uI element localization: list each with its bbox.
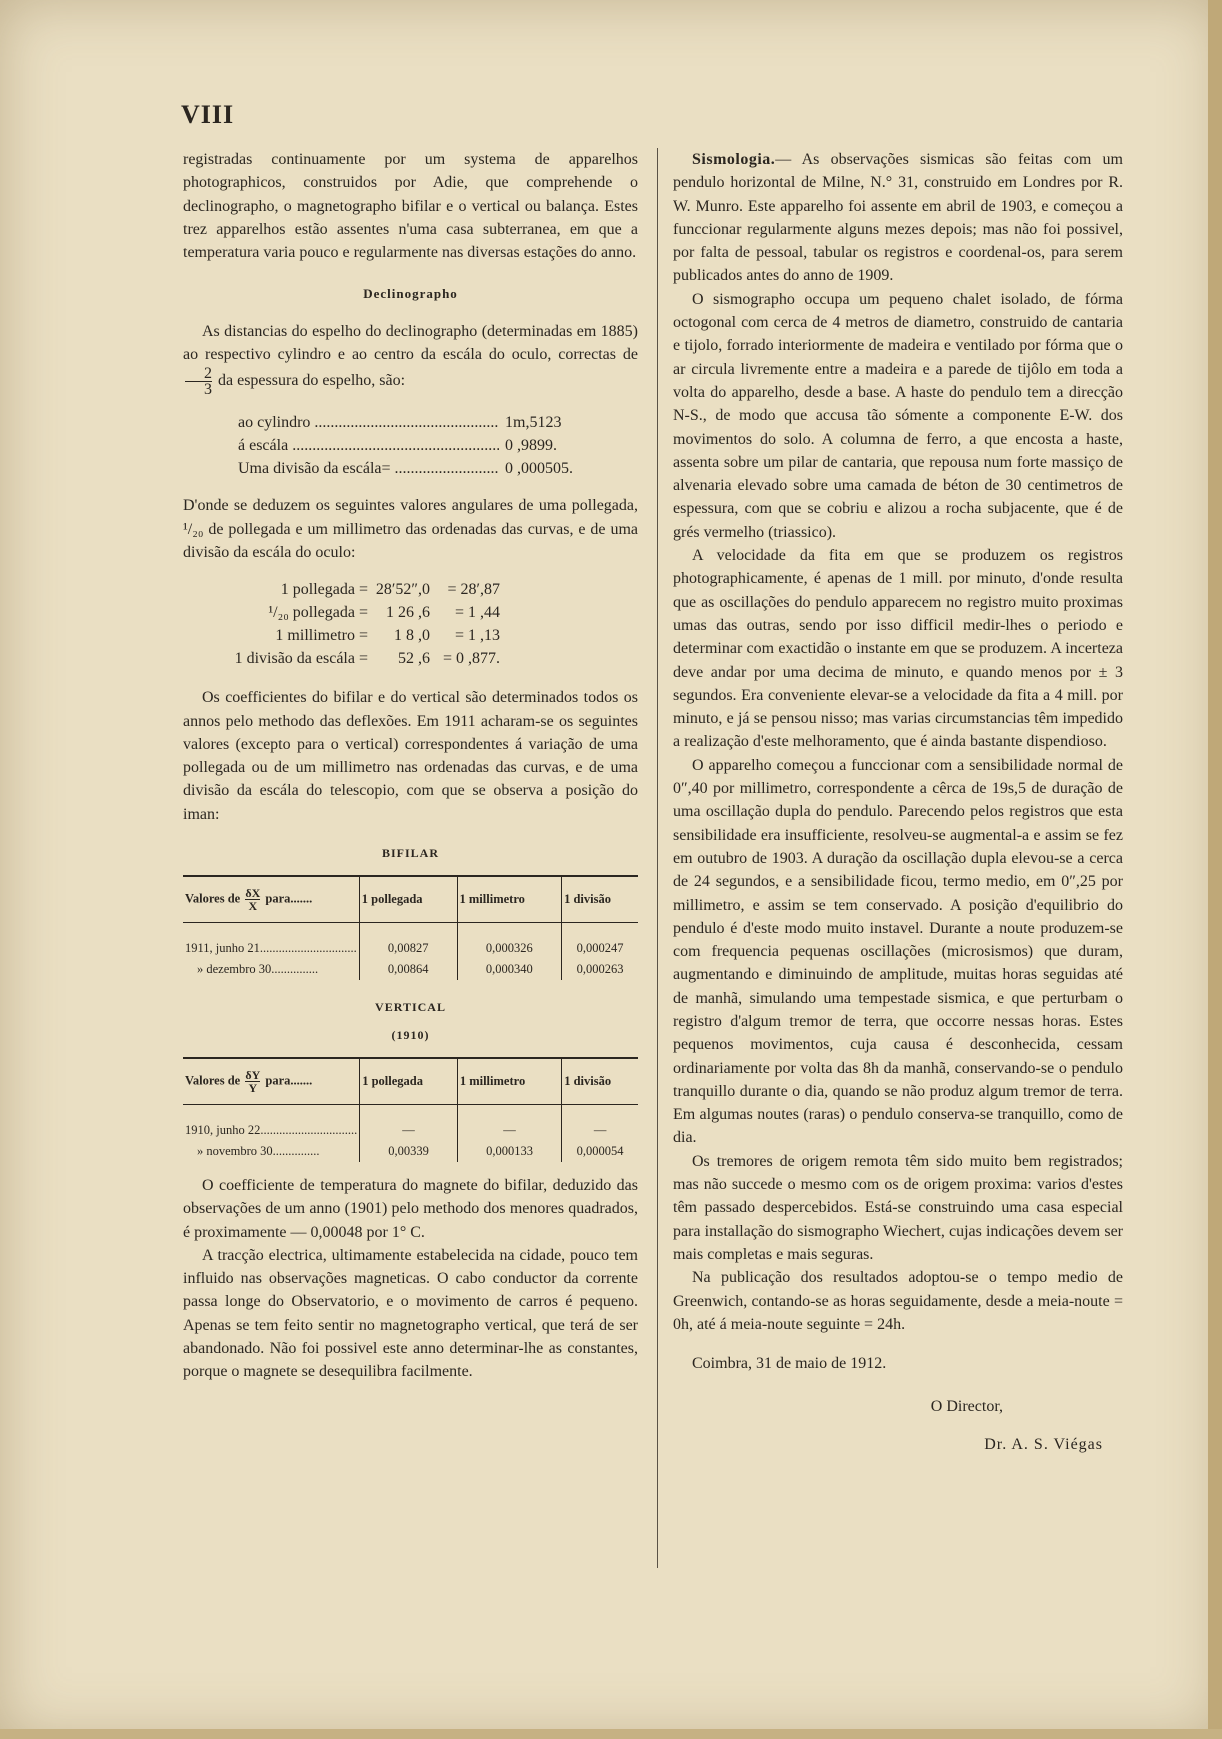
table-header-row — [183, 1058, 638, 1105]
director-title: O Director, — [930, 1398, 1003, 1416]
paragraph: O coefficiente de temperatura do magnete do bifilar, deduzido das observações de um anno (1901) pelo methodo dos menores quadrados, é proximamente — 0,00048 por 1° C. — [183, 1176, 638, 1241]
paragraph: Os tremores de origem remota têm sido muito bem registrados; mas não succede o mesmo com os de origem proxima: varios d'estes têm passado despercebidos. Está-se construindo uma casa especial para installação do sismographo Wiechert, cujas indicações devem ser mais completas e mais seguras. — [673, 1152, 1123, 1263]
fraction — [245, 1069, 260, 1094]
page-edge-bottom — [0, 1729, 1222, 1739]
table-cell: — — [360, 1104, 458, 1141]
equivalent-value-a: 1 26 ,6 — [386, 604, 430, 622]
equivalent-value-b: = 1 ,13 — [454, 627, 500, 645]
paragraph — [673, 148, 1123, 288]
distance-value: 0 ,000505. — [505, 460, 573, 478]
fraction — [245, 887, 260, 912]
fraction — [185, 366, 212, 397]
fraction-numerator: δY — [245, 1067, 261, 1082]
distance-row — [238, 411, 583, 434]
right-column — [673, 148, 1123, 1456]
table-cell: 0,00339 — [360, 1141, 458, 1162]
table-title-vertical: VERTICAL — [375, 1000, 446, 1015]
vertical-table — [183, 1057, 638, 1162]
table-subtitle-year: (1910) — [391, 1027, 430, 1042]
column-header: 1 pollegada — [359, 876, 457, 923]
signature-name: Dr. A. S. Viégas — [984, 1435, 1103, 1453]
table-cell: 0,000133 — [457, 1141, 561, 1162]
distance-value: 1m,5123 — [505, 414, 562, 432]
bifilar-table — [183, 875, 638, 980]
left-column — [183, 148, 638, 1384]
column-header: 1 pollegada — [360, 1058, 458, 1105]
table-cell: 0,000054 — [562, 1141, 638, 1162]
page-edge-right — [1208, 0, 1222, 1739]
equivalent-value-a: 28′52″,0 — [375, 581, 430, 599]
paragraph: D'onde se deduzem os seguintes valores angulares de uma pollegada, ¹/₂₀ de pollegada e um millimetro das ordenadas das curvas, e de uma divisão da escála do oculo: — [183, 497, 638, 561]
column-header: 1 millimetro — [457, 876, 562, 923]
row-label: » novembro 30............... — [197, 1143, 320, 1158]
paragraph: Na publicação dos resultados adoptou-se o tempo medio de Greenwich, contando-se as horas seguidamente, desde a meia-noute = 0h, até á meia-noute seguinte = 24h. — [673, 1269, 1123, 1333]
equivalent-value-b: = 0 ,877. — [442, 650, 500, 668]
distance-value: 0 ,9899. — [505, 437, 557, 455]
paragraph: Os coefficientes do bifilar e do vertical são determinados todos os annos pelo methodo das deflexões. Em 1911 acharam-se os seguintes valores (excepto para o vertical) correspondentes á variação de uma pollegada ou de um millimetro nas ordenadas das curvas, e de uma divisão da escála do telescopio, com que se observa a posição do iman: — [183, 689, 638, 823]
section-heading-declinographo: Declinographo — [363, 286, 458, 302]
table-cell: — — [562, 1104, 638, 1141]
signature-block — [673, 1352, 1123, 1456]
table-header-label — [183, 876, 359, 923]
fraction-denominator: Y — [248, 1080, 258, 1095]
row-label: 1911, junho 21............................... — [185, 941, 357, 956]
header-label-text: Valores de — [185, 1073, 241, 1088]
table-cell: 0,00827 — [359, 923, 457, 960]
distance-label: á escála ..... — [238, 434, 499, 457]
fraction-denominator: X — [248, 899, 258, 914]
equivalent-label: ¹/₂₀ pollegada = — [268, 604, 368, 622]
equivalent-label: 1 pollegada = — [280, 581, 368, 599]
paragraph-text: — As observações sismicas são feitas com um pendulo horizontal de Milne, N.° 31, construido em Londres por R. W. Munro. Este apparelho foi assente em abril de 1903, e começou a funccionar regularmente alguns mezes depois; mas não foi possivel, por falta de pessoal, tabular os registros e coordenal-os, para serem publicados antes do anno de 1909. — [673, 151, 1123, 285]
table-row — [183, 1104, 638, 1141]
column-divider — [657, 148, 658, 1568]
equivalent-value-a: 52 ,6 — [398, 650, 430, 668]
paragraph: A tracção electrica, ultimamente estabelecida na cidade, pouco tem influido nas observações magneticas. O cabo conductor da corrente passa longe do Observatorio, e o movimento de carros é pequeno. Apenas se tem feito sentir no magnetographo vertical, que terá de ser abandonado. Não foi possivel este anno determinar-lhe as constantes, porque o magnete se desequilibra facilmente. — [183, 1246, 638, 1381]
column-header: 1 divisão — [562, 1058, 638, 1105]
paragraph — [183, 320, 638, 398]
equivalent-value-b: = 1 ,44 — [454, 604, 500, 622]
table-row — [183, 959, 638, 980]
paragraph-text: As distancias do espelho do declinographo (determinadas em 1885) ao respectivo cylindro e ao centro da escála do oculo, correctas de — [183, 322, 638, 364]
equivalent-value-a: 1 8 ,0 — [394, 627, 430, 645]
header-label-text: Valores de — [185, 891, 241, 906]
place-date: Coimbra, 31 de maio de 1912. — [692, 1355, 887, 1373]
paragraph: O apparelho começou a funccionar com a sensibilidade normal de 0″,40 por millimetro, correspondente a cêrca de 19s,5 de duração de uma oscillação dupla do pendulo. Parecendo pelos registros que esta sensibilidade era insufficiente, resolveu-se augmental-a e assim se fez em outubro de 1903. A duração da oscillação dupla elevou-se a cerca de 24 segundos, e a sensibilidade ficou, termo medio, em 0″,25 por millimetro, e assim se tem conservado. A posição d'equilibrio do pendulo é d'este modo muito instavel. Durante a noute produzem-se com frequencia pequenas oscillações (microsismos) que duram, augmentando e diminuindo de amplitude, muitas horas seguidas até de manhã, simulando uma tempestade sismica, e que perturbam o registro d'algum tremor de terra, que occorre nessas horas. Estes pequenos movimentos, cuja causa é desconhecida, cessam ordinariamente por volta das 8h da manhã, conservando-se o pendulo tranquillo durante o dia, quando se não produz algum tremor de terra. Em algumas noutes (raras) o pendulo conserva-se tranquillo, como de dia. — [673, 756, 1123, 1147]
distance-row — [238, 457, 583, 480]
table-cell: 0,000247 — [562, 923, 638, 960]
column-header: 1 millimetro — [457, 1058, 561, 1105]
section-heading-sismologia: Sismologia. — [692, 151, 776, 168]
distance-row — [238, 434, 583, 457]
equivalent-label: 1 millimetro = — [275, 627, 368, 645]
fraction-numerator: δX — [245, 886, 261, 901]
fraction-denominator: 3 — [204, 381, 212, 399]
table-cell: 0,00864 — [359, 959, 457, 980]
table-header-row — [183, 876, 638, 923]
column-header: 1 divisão — [562, 876, 638, 923]
table-cell: 0,000263 — [562, 959, 638, 980]
row-label: 1910, junho 22............................... — [185, 1122, 358, 1137]
distance-label: Uma divisão da escála= ..... — [238, 457, 499, 480]
table-title-bifilar: BIFILAR — [381, 846, 439, 861]
header-para-text: para....... — [265, 1073, 313, 1088]
equivalent-row — [183, 578, 638, 601]
table-header-label — [183, 1058, 360, 1105]
equivalent-row — [183, 601, 638, 624]
row-label: » dezembro 30............... — [197, 962, 319, 977]
paragraph: A velocidade da fita em que se produzem os registros photographicamente, é apenas de 1 mill. por minuto, d'onde resulta que as oscillações do pendulo apparecem no registro muito proximas umas das outras, sendo por isso difficil medir-lhes o periodo e determinar com exactidão o instante em que se produzem. A incerteza deve andar por uma decima de minuto, e quando menos por ± 3 segundos. Era conveniente elevar-se a velocidade da fita a 4 mill. por minuto, e já se pensou nisso; mas varias circumstancias têm impedido a realização d'este melhoramento, que é ainda bastante dispendioso. — [673, 547, 1123, 751]
paragraph-text: da espessura do espelho, são: — [218, 372, 406, 390]
table-cell: — — [457, 1104, 561, 1141]
header-para-text: para....... — [265, 891, 313, 906]
table-cell: 0,000340 — [457, 959, 562, 980]
equivalents-list — [183, 578, 638, 670]
table-cell: 0,000326 — [457, 923, 562, 960]
distance-list — [238, 411, 583, 480]
fraction-numerator: 2 — [185, 366, 212, 382]
equivalent-row — [183, 647, 638, 670]
distance-label: ao cylindro ..... — [238, 411, 499, 434]
paragraph: O sismographo occupa um pequeno chalet isolado, de fórma octogonal com cerca de 4 metros de diametro, construido de cantaria e tijolo, forrado interiormente de madeira e ventilado por fórma que o ar circula livremente entre a madeira e a parede de tijôlo em toda a volta do apparelho, desde a base. A haste do pendulo tem a direcção N-S., de modo que accusa tão sómente a componente E-W. dos movimentos do solo. A columna de ferro, a que encosta a haste, assenta sobre um pilar de cantaria, que repousa num forte massiço de alvenaria elevado sobre uma camada de béton de 30 centimetros de espessura, com que se cobriu e alizou a rocha subjacente, que é de grés vermelho (triassico). — [673, 290, 1123, 541]
table-row — [183, 1141, 638, 1162]
equivalent-row — [183, 624, 638, 647]
table-row — [183, 923, 638, 960]
paragraph: registradas continuamente por um systema de apparelhos photographicos, construidos por Adie, que comprehende o declinographo, o magnetographo bifilar e o vertical ou balança. Estes trez apparelhos estão assentes n'uma casa subterranea, em que a temperatura varia pouco e regularmente nas diversas estações do anno. — [183, 151, 638, 262]
page-number: VIII — [181, 100, 235, 129]
equivalent-value-b: = 28′,87 — [447, 581, 500, 599]
equivalent-label: 1 divisão da escála = — [234, 650, 368, 668]
